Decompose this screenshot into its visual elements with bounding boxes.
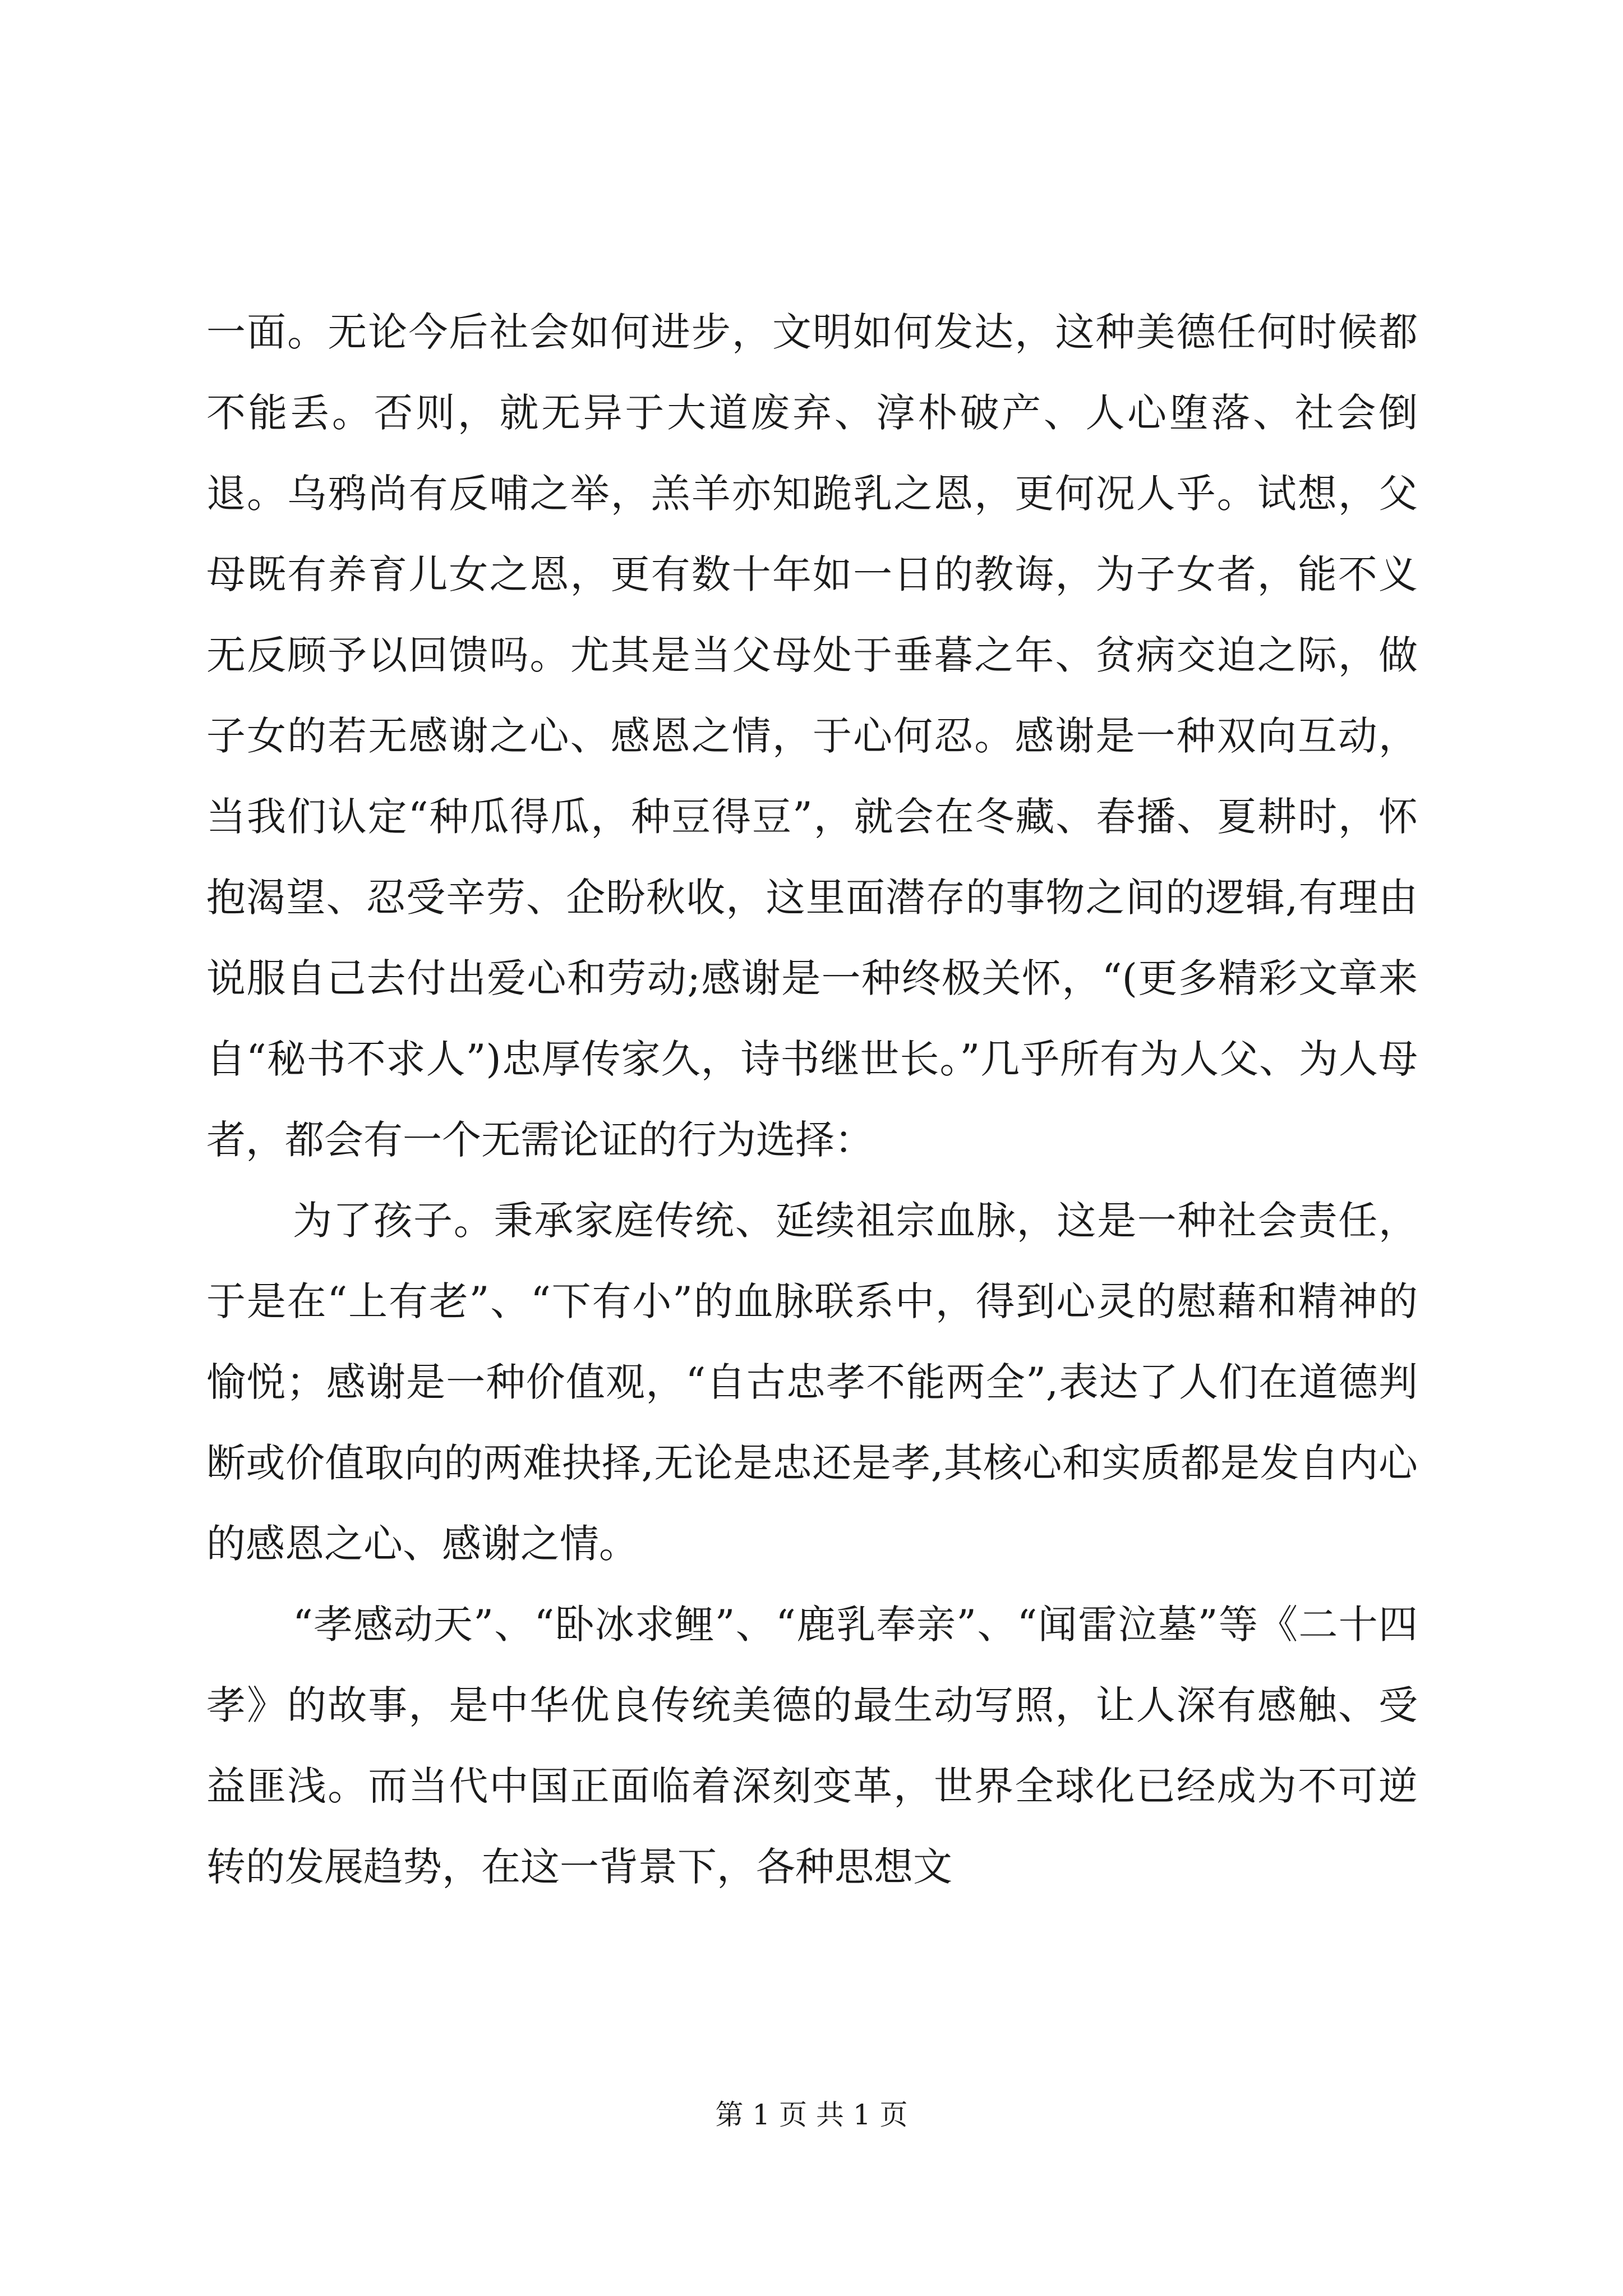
page-number-footer: 第 1 页 共 1 页 (715, 2099, 908, 2131)
paragraph-3: “孝感动天”、“卧冰求鲤”、“鹿乳奉亲”、“闻雷泣墓”等《二十四孝》的故事，是中华优良传统美德的最生动写照，让人深有感触、受益匪浅。而当代中国正面临着深刻变革，世界全球化已经成为不可逆转的发展趋势，在这一背景下，各种思想文 (206, 1602, 1418, 1890)
document-body (206, 292, 1418, 1907)
paragraph-2: 为了孩子。秉承家庭传统、延续祖宗血脉，这是一种社会责任，于是在“上有老”、“下有小”的血脉联系中，得到心灵的慰藉和精神的愉悦；感谢是一种价值观，“自古忠孝不能两全”,表达了人们在道德判断或价值取向的两难抉择,无论是忠还是孝,其核心和实质都是发自内心的感恩之心、感谢之情。 (206, 1198, 1418, 1567)
paragraph-1: 一面。无论今后社会如何进步，文明如何发达，这种美德任何时候都不能丢。否则，就无异于大道废弃、淳朴破产、人心堕落、社会倒退。乌鸦尚有反哺之举，羔羊亦知跪乳之恩，更何况人乎。试想，父母既有养育儿女之恩，更有数十年如一日的教诲，为子女者，能不义无反顾予以回馈吗。尤其是当父母处于垂暮之年、贫病交迫之际，做子女的若无感谢之心、感恩之情，于心何忍。感谢是一种双向互动，当我们认定“种瓜得瓜，种豆得豆”，就会在冬藏、春播、夏耕时，怀抱渴望、忍受辛劳、企盼秋收，这里面潜存的事物之间的逻辑,有理由说服自己去付出爱心和劳动;感谢是一种终极关怀，“(更多精彩文章来自“秘书不求人”)忠厚传家久，诗书继世长。”几乎所有为人父、为人母者，都会有一个无需论证的行为选择： (206, 309, 1418, 1163)
